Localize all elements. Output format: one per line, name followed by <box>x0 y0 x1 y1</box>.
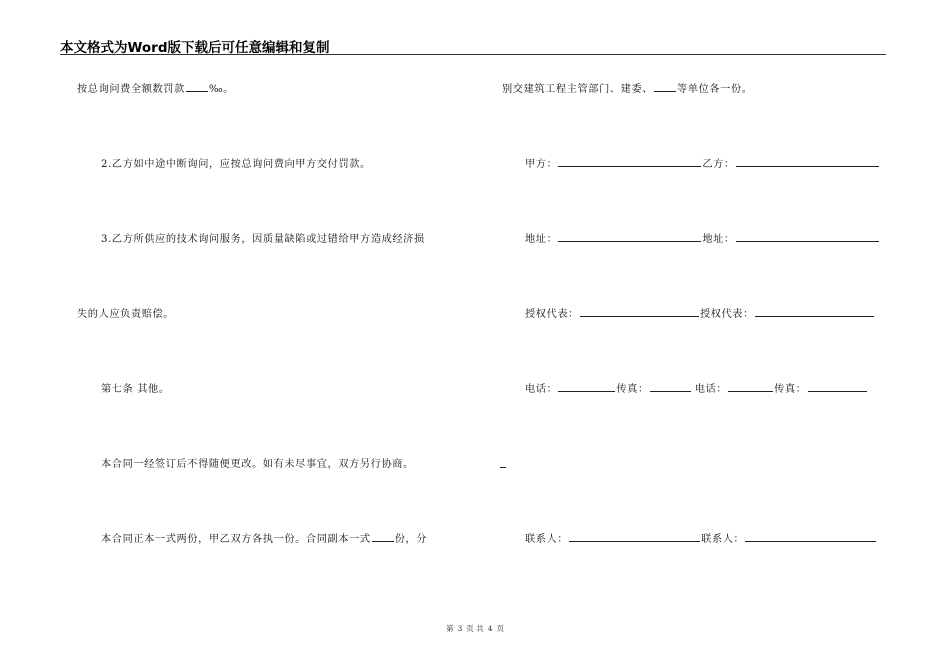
page-prefix: 第 <box>446 624 454 633</box>
distribution-suffix: 等单位各一份。 <box>677 84 753 95</box>
representative-row <box>525 305 875 320</box>
penalty-rate-line <box>77 80 234 95</box>
rep-b-label: 授权代表： <box>699 309 754 320</box>
page-total: 4 <box>487 624 493 633</box>
distribution-line <box>502 80 753 95</box>
page-current: 3 <box>457 624 463 633</box>
header-divider <box>60 54 886 55</box>
amendment-clause: 本合同一经签订后不得随便更改。如有未尽事宜，双方另行协商。 <box>101 459 414 470</box>
penalty-rate-blank[interactable] <box>186 82 208 92</box>
fax-a-field[interactable] <box>650 382 691 392</box>
copies-count-blank[interactable] <box>372 532 394 542</box>
clause-3-text: 3.乙方所供应的技术询问服务，因质量缺陷或过错给甲方造成经济损 <box>101 234 425 245</box>
rep-a-field[interactable] <box>580 307 699 317</box>
page-suffix: 页 <box>496 624 504 633</box>
contact-b-label: 联系人： <box>701 534 745 545</box>
distribution-text: 别交建筑工程主管部门、建委、 <box>502 84 654 95</box>
document-header-title: 本文格式为Word版下载后可任意编辑和复制 <box>60 40 330 56</box>
address-a-label: 地址： <box>525 234 558 245</box>
page-footer <box>0 623 950 634</box>
fax-b-label: 传真： <box>774 384 807 395</box>
phone-fax-row <box>525 380 868 395</box>
rep-a-label: 授权代表： <box>525 309 579 320</box>
fax-b-field[interactable] <box>808 382 867 392</box>
address-row <box>525 230 880 245</box>
party-b-field[interactable] <box>736 157 879 167</box>
phone-a-field[interactable] <box>558 382 615 392</box>
page-mid: 页 共 <box>466 624 484 633</box>
clause-3-continuation: 失的人应负责赔偿。 <box>77 309 175 320</box>
penalty-rate-unit: ‰。 <box>208 84 234 95</box>
party-a-field[interactable] <box>558 157 701 167</box>
address-a-field[interactable] <box>558 232 701 242</box>
party-row <box>525 155 880 170</box>
copies-clause-suffix: 份，分 <box>394 534 428 545</box>
phone-a-label: 电话： <box>525 384 558 395</box>
contact-b-field[interactable] <box>745 532 876 542</box>
address-b-label: 地址： <box>702 234 735 245</box>
stray-underscore-mark <box>500 467 506 468</box>
penalty-rate-text: 按总询问费全额数罚款 <box>77 84 185 95</box>
rep-b-field[interactable] <box>755 307 874 317</box>
distribution-blank[interactable] <box>654 82 676 92</box>
address-b-field[interactable] <box>736 232 879 242</box>
phone-b-field[interactable] <box>728 382 773 392</box>
copies-clause-line <box>101 530 427 545</box>
party-a-label: 甲方： <box>525 159 558 170</box>
phone-b-label: 电话： <box>694 384 728 395</box>
party-b-label: 乙方： <box>702 159 735 170</box>
article-7-heading: 第七条 其他。 <box>101 384 170 395</box>
contact-row <box>525 530 877 545</box>
copies-clause-text: 本合同正本一式两份，甲乙双方各执一份。合同副本一式 <box>101 534 371 545</box>
contact-a-label: 联系人： <box>525 534 569 545</box>
contact-a-field[interactable] <box>569 532 700 542</box>
clause-2-text: 2.乙方如中途中断询问，应按总询问费向甲方交付罚款。 <box>101 159 371 170</box>
fax-a-label: 传真： <box>616 384 649 395</box>
